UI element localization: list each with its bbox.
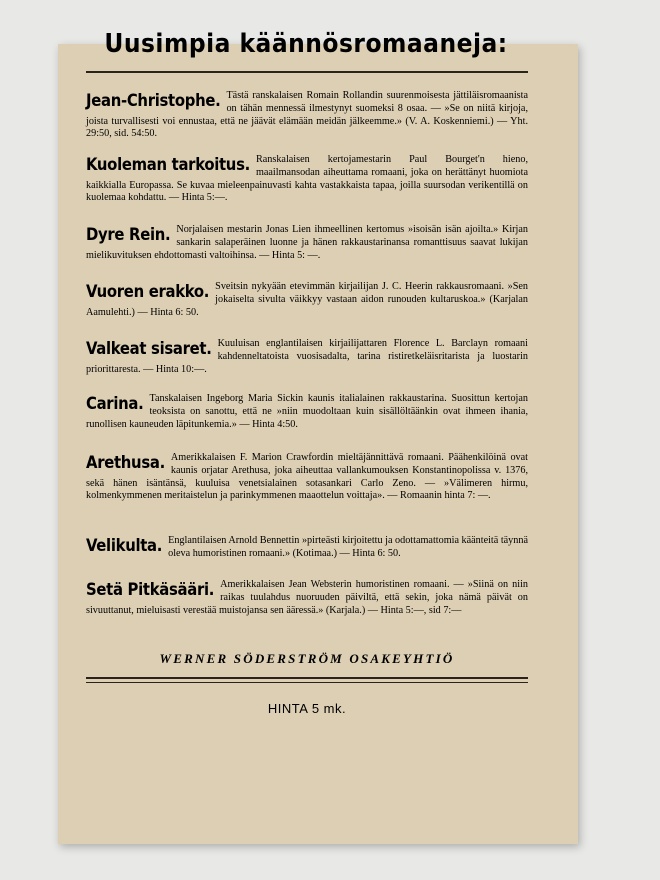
book-entry-seta-pitkasaari <box>86 579 528 617</box>
book-title: Jean-Christophe. <box>86 91 221 110</box>
title-rule <box>86 71 528 73</box>
book-title: Dyre Rein. <box>86 225 171 244</box>
divider-rule-top <box>86 677 528 679</box>
book-entry-valkeat-sisaret <box>86 338 528 376</box>
book-title: Carina. <box>86 394 144 413</box>
book-entry-velikulta <box>86 535 528 561</box>
cover-price: HINTA 5 mk. <box>267 701 347 716</box>
page-title: Uusimpia käännösromaaneja: <box>104 29 508 59</box>
book-description: Tästä ranskalaisen Romain Rollandin suurenmoisesta jättiläisromaanista on tähän mennessä ilmestynyt suomeksi 8 osaa. — »Se on niitä kirjoja, joista turvallisesti voi ennustaa, että ne jäävät elämään meidän jälkeemme.» (V. A. Koskenniemi.) — Yht. 29:50, sid. 54:50. <box>86 90 528 140</box>
book-title: Valkeat sisaret. <box>86 339 212 358</box>
book-title: Velikulta. <box>86 536 163 555</box>
book-description: Amerikkalaisen Jean Websterin humoristinen romaani. — »Siinä on niin raikas tuulahdus nuoruuden päiviltä, että sekin, joka nämä päivät on sivuuttanut, mieluisasti verestää muistojansa sen ääressä.» (Karjala.) — Hinta 5:—, sid 7:— <box>86 579 528 616</box>
book-entry-carina <box>86 393 528 431</box>
book-description: Ranskalaisen kertojamestarin Paul Bourget'n hieno, maailmansodan aiheuttama romaani, joka on herättänyt huomiota kaikkialla Europassa. Se kuvaa mieleenpainuvasti kahta vastakkaista tapaa, joilla suursodan verikentillä on kuolemaa kohdattu. — Hinta 5:—. <box>86 154 528 204</box>
divider-rule-bottom <box>86 682 528 683</box>
book-entry-kuoleman-tarkoitus <box>86 154 528 205</box>
book-description: Amerikkalaisen F. Marion Crawfordin mieltäjännittävä romaani. Päähenkilöinä ovat kaunis orjatar Arethusa, joka aiheuttaa vallankumouksen Konstantinopolissa v. 1376, sekä hänen isäntänsä, kuuluisa venetsialainen sotasankari Carlo Zeno. — »Välimeren hirmu, kolmenkymmenen meritaistelun ja parinkymmenen maaottelun voittaja». — Romaanin hinta 7: —. <box>86 452 528 502</box>
book-entry-arethusa <box>86 452 528 503</box>
book-description: Kuuluisan englantilaisen kirjailijattaren Florence L. Barclayn romaani kahdenneltatoista vuosisadalta, tarina ristiretkeläisritarista ja luostarin priorittaresta. — Hinta 10:—. <box>86 338 528 375</box>
book-title: Arethusa. <box>86 453 165 472</box>
book-description: Tanskalaisen Ingeborg Maria Sickin kaunis italialainen rakkaustarina. Suosittun kertojan teoksista on sanottu, että ne »niin muodoltaan kuin sisällöltäänkin ovat ihmeen ihania, runollisen kauneuden läpitunkemia.» — Hinta 4:50. <box>86 393 528 430</box>
book-entry-jean-christophe <box>86 90 528 141</box>
book-entry-dyre-rein <box>86 224 528 262</box>
book-description: Norjalaisen mestarin Jonas Lien ihmeellinen kertomus »isoisän isän ajoilta.» Kirjan sankarin salaperäinen luonne ja hänen rakkaustarinansa romanttisuus saavat lukijan mielikuvituksen ehdottomasti valtoihinsa. — Hinta 5: —. <box>86 224 528 261</box>
book-entry-vuoren-erakko <box>86 281 528 319</box>
book-title: Setä Pitkäsääri. <box>86 580 215 599</box>
book-description: Sveitsin nykyään etevimmän kirjailijan J. C. Heerin rakkausromaani. »Sen jokaiselta sivulta väikkyy vastaan aidon runouden kultaruskoa.» (Karjalan Aamulehti.) — Hinta 6: 50. <box>86 281 528 318</box>
publisher-name: WERNER SÖDERSTRÖM OSAKEYHTIÖ <box>159 651 455 666</box>
book-title: Vuoren erakko. <box>86 282 210 301</box>
book-title: Kuoleman tarkoitus. <box>86 155 250 174</box>
book-description: Englantilaisen Arnold Bennettin »pirteästi kirjoitettu ja odottamattomia käänteitä täynnä oleva humoristinen romaani.» (Kotimaa.) — Hinta 6: 50. <box>168 535 528 559</box>
